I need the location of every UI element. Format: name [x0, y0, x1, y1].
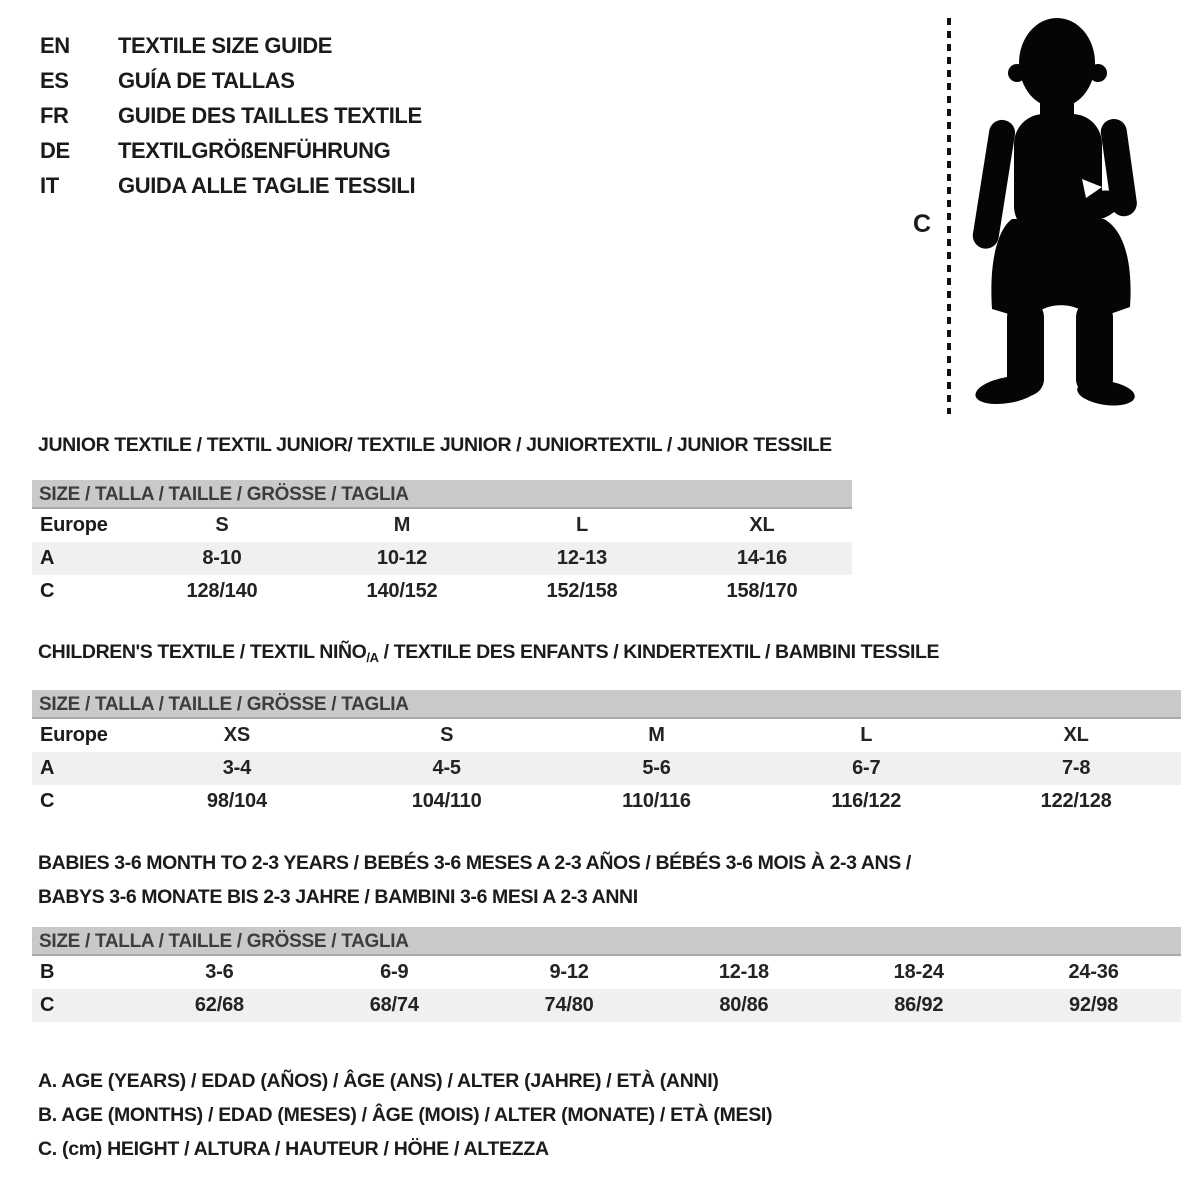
babies-size-header-bar: SIZE / TALLA / TAILLE / GRÖSSE / TAGLIA — [32, 927, 1181, 956]
legend-line-c: C. (cm) HEIGHT / ALTURA / HAUTEUR / HÖHE / ALTEZZA — [38, 1138, 549, 1160]
lang-label-en: TEXTILE SIZE GUIDE — [118, 32, 333, 58]
lang-label-fr: GUIDE DES TAILLES TEXTILE — [118, 102, 422, 128]
junior-row-a-label: A — [40, 547, 55, 569]
children-age-xs: 3-4 — [222, 757, 252, 779]
babies-section-title — [38, 846, 911, 914]
lang-row-es — [40, 63, 422, 98]
junior-region-label: Europe — [40, 514, 108, 536]
babies-height-3: 74/80 — [544, 994, 594, 1016]
children-size-l: L — [860, 724, 873, 746]
babies-height-5: 86/92 — [894, 994, 944, 1016]
junior-age-s: 8-10 — [202, 547, 242, 569]
children-region-label: Europe — [40, 724, 108, 746]
children-title-subscript: /A — [366, 650, 379, 665]
junior-section-title: JUNIOR TEXTILE / TEXTIL JUNIOR/ TEXTILE JUNIOR / JUNIORTEXTIL / JUNIOR TESSILE — [38, 434, 832, 456]
junior-size-s: S — [215, 514, 229, 536]
junior-row-height — [32, 575, 852, 608]
junior-size-table — [32, 480, 852, 608]
height-measure-label: C — [913, 210, 932, 238]
children-size-xs: XS — [223, 724, 251, 746]
children-height-xs: 98/104 — [206, 790, 267, 812]
junior-size-header-bar: SIZE / TALLA / TAILLE / GRÖSSE / TAGLIA — [32, 480, 852, 509]
babies-age-6: 24-36 — [1068, 961, 1119, 983]
children-row-c-label: C — [40, 790, 55, 812]
lang-code-es: ES — [40, 67, 69, 93]
lang-row-de — [40, 133, 422, 168]
children-row-age — [32, 752, 1181, 785]
babies-title-line1: BABIES 3-6 MONTH TO 2-3 YEARS / BEBÉS 3-6 MESES A 2-3 AÑOS / BÉBÉS 3-6 MOIS À 2-3 ANS / — [38, 852, 911, 874]
babies-size-table — [32, 927, 1181, 1022]
junior-size-l: L — [575, 514, 589, 536]
children-section-title — [38, 641, 939, 664]
lang-code-it: IT — [40, 172, 59, 198]
children-age-l: 6-7 — [852, 757, 881, 779]
junior-row-age — [32, 542, 852, 575]
junior-height-xl: 158/170 — [726, 580, 798, 602]
children-size-header-bar: SIZE / TALLA / TAILLE / GRÖSSE / TAGLIA — [32, 690, 1181, 719]
children-row-a-label: A — [40, 757, 55, 779]
children-title-part1: CHILDREN'S TEXTILE / TEXTIL NIÑO — [38, 641, 367, 663]
babies-age-5: 18-24 — [893, 961, 944, 983]
children-size-xl: XL — [1063, 724, 1089, 746]
lang-row-en — [40, 28, 422, 63]
babies-row-c-label: C — [40, 994, 55, 1016]
babies-age-3: 9-12 — [549, 961, 589, 983]
children-row-europe — [32, 719, 1181, 752]
children-size-s: S — [440, 724, 454, 746]
children-row-height — [32, 785, 1181, 818]
lang-label-es: GUÍA DE TALLAS — [118, 67, 295, 93]
babies-title-line2: BABYS 3-6 MONATE BIS 2-3 JAHRE / BAMBINI 3-6 MESI A 2-3 ANNI — [38, 886, 638, 908]
height-dashed-line — [945, 16, 953, 416]
lang-row-it — [40, 168, 422, 203]
children-age-xl: 7-8 — [1061, 757, 1091, 779]
junior-height-m: 140/152 — [366, 580, 438, 602]
babies-row-b-label: B — [40, 961, 55, 983]
babies-height-4: 80/86 — [719, 994, 769, 1016]
children-height-l: 116/122 — [831, 790, 902, 812]
children-size-table — [32, 690, 1181, 818]
babies-row-age-months — [32, 956, 1181, 989]
children-height-s: 104/110 — [411, 790, 482, 812]
lang-code-de: DE — [40, 137, 70, 163]
junior-age-xl: 14-16 — [736, 547, 788, 569]
lang-label-it: GUIDA ALLE TAGLIE TESSILI — [118, 172, 416, 198]
junior-height-s: 128/140 — [186, 580, 258, 602]
measurement-legend — [38, 1064, 772, 1166]
lang-code-en: EN — [40, 32, 70, 58]
baby-silhouette-icon — [962, 16, 1140, 414]
babies-height-6: 92/98 — [1069, 994, 1119, 1016]
children-height-m: 110/116 — [622, 790, 691, 812]
babies-height-2: 68/74 — [369, 994, 419, 1016]
lang-code-fr: FR — [40, 102, 69, 128]
children-title-part2: / TEXTILE DES ENFANTS / KINDERTEXTIL / BAMBINI TESSILE — [378, 641, 940, 663]
language-list — [40, 28, 422, 203]
children-height-xl: 122/128 — [1040, 790, 1112, 812]
junior-age-m: 10-12 — [376, 547, 428, 569]
children-age-m: 5-6 — [642, 757, 671, 779]
junior-age-l: 12-13 — [556, 547, 608, 569]
junior-row-europe — [32, 509, 852, 542]
lang-row-fr — [40, 98, 422, 133]
junior-height-l: 152/158 — [546, 580, 618, 602]
legend-line-b: B. AGE (MONTHS) / EDAD (MESES) / ÂGE (MOIS) / ALTER (MONATE) / ETÀ (MESI) — [38, 1104, 773, 1126]
babies-height-1: 62/68 — [194, 994, 244, 1016]
babies-row-height — [32, 989, 1181, 1022]
children-size-m: M — [648, 724, 665, 746]
junior-row-c-label: C — [40, 580, 55, 602]
babies-age-2: 6-9 — [380, 961, 409, 983]
babies-age-1: 3-6 — [205, 961, 234, 983]
junior-size-xl: XL — [749, 514, 775, 536]
legend-line-a: A. AGE (YEARS) / EDAD (AÑOS) / ÂGE (ANS) / ALTER (JAHRE) / ETÀ (ANNI) — [38, 1070, 719, 1092]
lang-label-de: TEXTILGRÖßENFÜHRUNG — [118, 137, 391, 163]
children-age-s: 4-5 — [432, 757, 461, 779]
babies-age-4: 12-18 — [718, 961, 769, 983]
junior-size-m: M — [393, 514, 411, 536]
